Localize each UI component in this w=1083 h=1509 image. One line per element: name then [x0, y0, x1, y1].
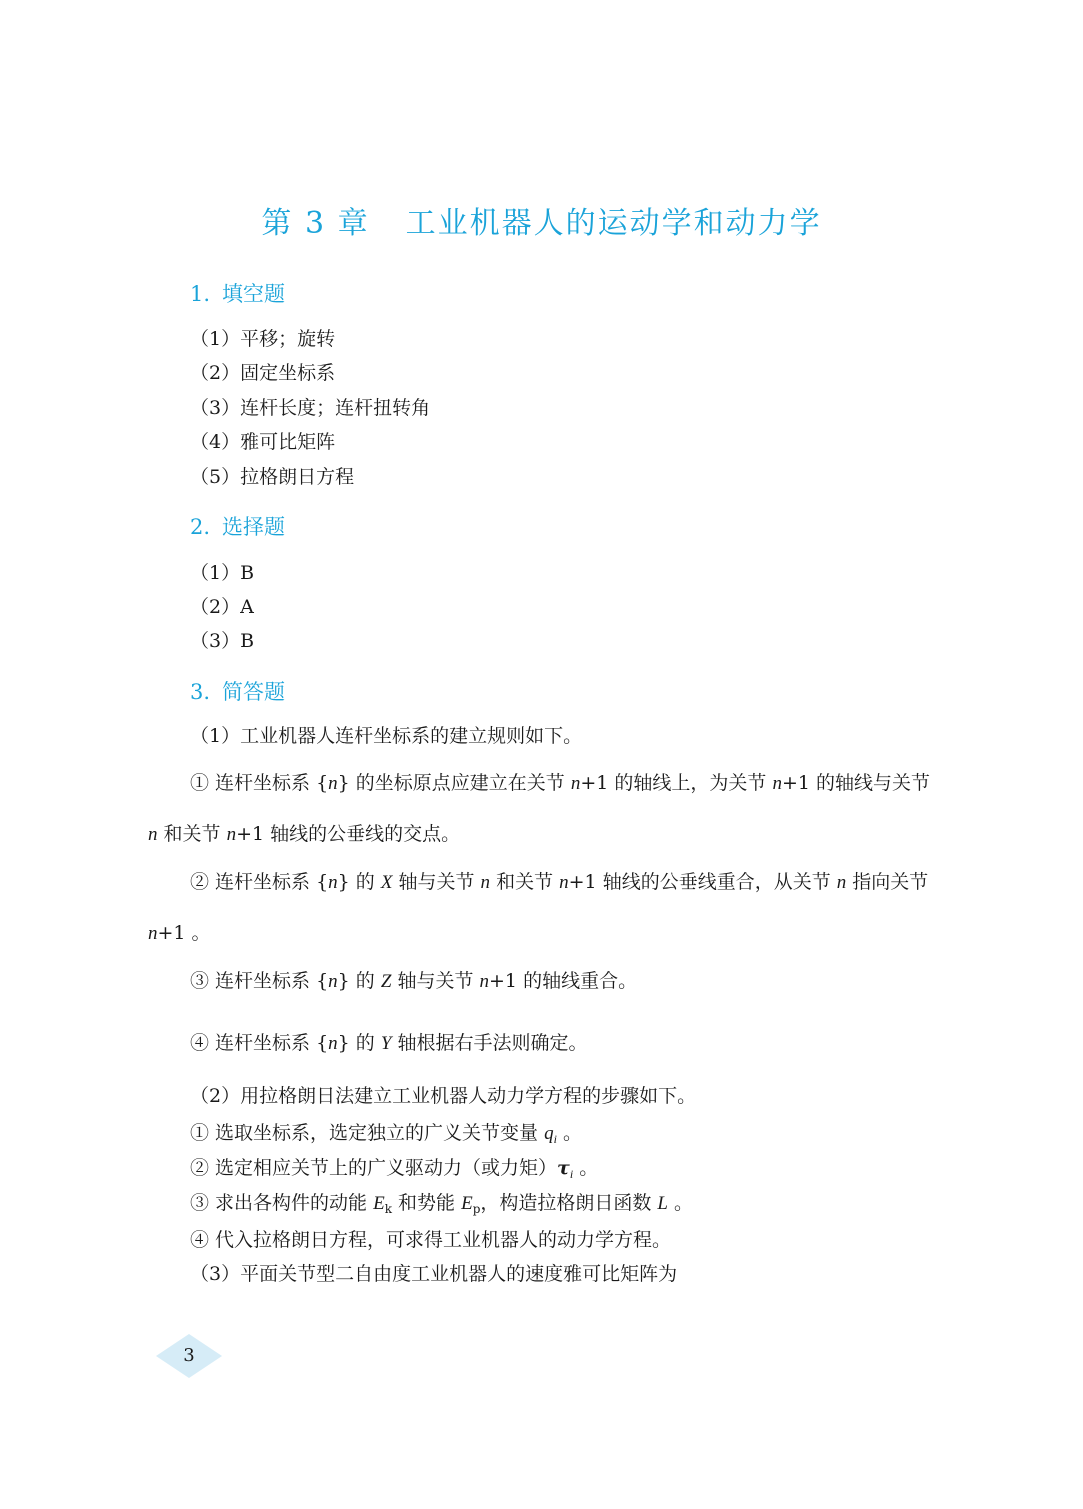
answer-line: （1）平移；旋转 [190, 328, 336, 350]
section-heading-fill-blank: 1. 填空题 [190, 282, 286, 306]
step-1: ① 选取坐标系，选定独立的广义关节变量 $q_i$ 。 [190, 1122, 582, 1146]
chapter-title [0, 198, 1083, 242]
chapter-name: 工业机器人的运动学和动力学 [405, 206, 822, 241]
rule-4: ④ 连杆坐标系 {n} 的 Y 轴根据右手法则确定。 [190, 1032, 588, 1054]
paragraph: （3）平面关节型二自由度工业机器人的速度雅可比矩阵为 [190, 1263, 678, 1285]
answer-line: （5）拉格朗日方程 [190, 466, 355, 488]
step-3: ③ 求出各构件的动能 $E_k$ 和势能 $E_p$，构造拉格朗日函数 L 。 [190, 1192, 694, 1216]
rule-3: ③ 连杆坐标系 {n} 的 Z 轴与关节 n+1 的轴线重合。 [190, 970, 638, 992]
paragraph: （1）工业机器人连杆坐标系的建立规则如下。 [190, 725, 583, 747]
rule-1: ① 连杆坐标系 {n} 的坐标原点应建立在关节 n+1 的轴线上，为关节 n+1 的轴线与关节 [190, 772, 930, 794]
answer-line: （3）连杆长度；连杆扭转角 [190, 397, 431, 419]
section-heading-short-answer: 3. 简答题 [190, 680, 286, 704]
answer-line: （3）B [190, 630, 255, 652]
page-number: 3 [183, 1345, 195, 1366]
answer-line: （4）雅可比矩阵 [190, 431, 336, 453]
answer-line: （1）B [190, 562, 255, 584]
rule-2: ② 连杆坐标系 {n} 的 X 轴与关节 n 和关节 n+1 轴线的公垂线重合，从关节 n 指向关节 [190, 871, 929, 893]
paragraph: （2）用拉格朗日法建立工业机器人动力学方程的步骤如下。 [190, 1085, 697, 1107]
section-heading-choice: 2. 选择题 [190, 515, 286, 539]
step-2: ② 选定相应关节上的广义驱动力（或力矩）$\tau_i$ 。 [190, 1157, 599, 1181]
rule-2-cont: n+1 。 [148, 922, 211, 944]
answer-line: （2）A [190, 596, 254, 618]
rule-1-cont: n 和关节 n+1 轴线的公垂线的交点。 [148, 823, 461, 845]
answer-line: （2）固定坐标系 [190, 362, 336, 384]
page-number-badge [156, 1334, 222, 1378]
chapter-label: 第 3 章 [261, 206, 370, 241]
step-4: ④ 代入拉格朗日方程，可求得工业机器人的动力学方程。 [190, 1229, 672, 1251]
